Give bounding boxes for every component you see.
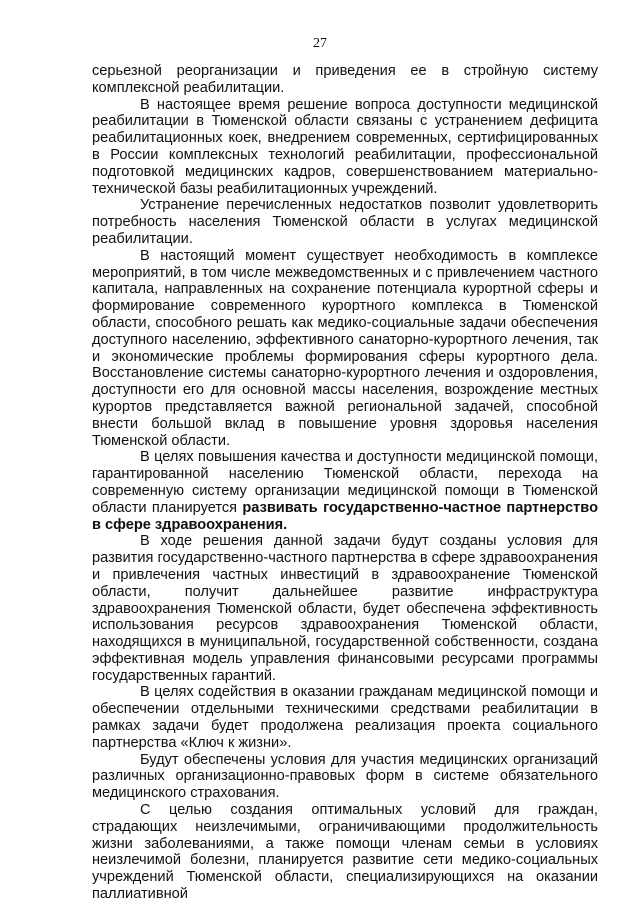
paragraph: серьезной реорганизации и приведения ее в стройную систему комплексной реабилитации.	[92, 63, 598, 96]
paragraph	[92, 449, 598, 533]
paragraph: В настоящий момент существует необходимость в комплексе мероприятий, в том числе межведомственных и с привлечением частного капитала, направленных на сохранение потенциала курортной сферы и формирование современного курортного комплекса в Тюменской области, способного решать как медико-социальные задачи обеспечения доступного населению, эффективного санаторно-курортного лечения, так и экономические проблемы формирования сферы курортного дела. Восстановление системы санаторно-курортного лечения и оздоровления, доступности его для основной массы населения, возрождение местных курортов представляется важной региональной задачей, способной внести большой вклад в повышение уровня здоровья населения Тюменской области.	[92, 247, 598, 449]
paragraph: С целью создания оптимальных условий для граждан, страдающих неизлечимыми, ограничивающими продолжительность жизни заболеваниями, а также помощи членам семьи в условиях неизлечимой болезни, планируется развитие сети медико-социальных учреждений Тюменской области, специализирующихся на оказании паллиативной	[92, 802, 598, 903]
paragraph: Устранение перечисленных недостатков позволит удовлетворить потребность населения Тюменской области в услугах медицинской реабилитации.	[92, 197, 598, 247]
paragraph: Будут обеспечены условия для участия медицинских организаций различных организационно-правовых форм в системе обязательного медицинского страхования.	[92, 751, 598, 802]
paragraph-text: В целях повышения качества и доступности медицинской помощи, гарантированной населению Тюменской области, перехода на современную систему организации медицинской помощи в Тюменской области планируется	[92, 449, 598, 516]
paragraph: В ходе решения данной задачи будут созданы условия для развития государственно-частного партнерства в сфере здравоохранения и привлечения частных инвестиций в здравоохранение Тюменской области, получит дальнейшее развитие инфраструктура здравоохранения Тюменской области, будет обеспечена эффективность использования ресурсов здравоохранения Тюменской области, находящихся в муниципальной, государственной собственности, создана эффективная модель управления финансовыми ресурсами программы государственных гарантий.	[92, 533, 598, 684]
paragraph: В целях содействия в оказании гражданам медицинской помощи и обеспечении отдельными техническими средствами реабилитации в рамках задачи будет продолжена реализация проекта социального партнерства «Ключ к жизни».	[92, 684, 598, 751]
emphasized-text: развивать государственно-частное партнерство в сфере здравоохранения.	[92, 499, 598, 533]
document-body	[92, 63, 598, 903]
page-number: 27	[313, 36, 327, 51]
paragraph: В настоящее время решение вопроса доступности медицинской реабилитации в Тюменской области связаны с устранением дефицита реабилитационных коек, внедрением современных, сертифицированных в России комплексных технологий реабилитации, профессиональной подготовкой медицинских кадров, совершенствованием материально-технической базы реабилитационных учреждений.	[92, 96, 598, 197]
